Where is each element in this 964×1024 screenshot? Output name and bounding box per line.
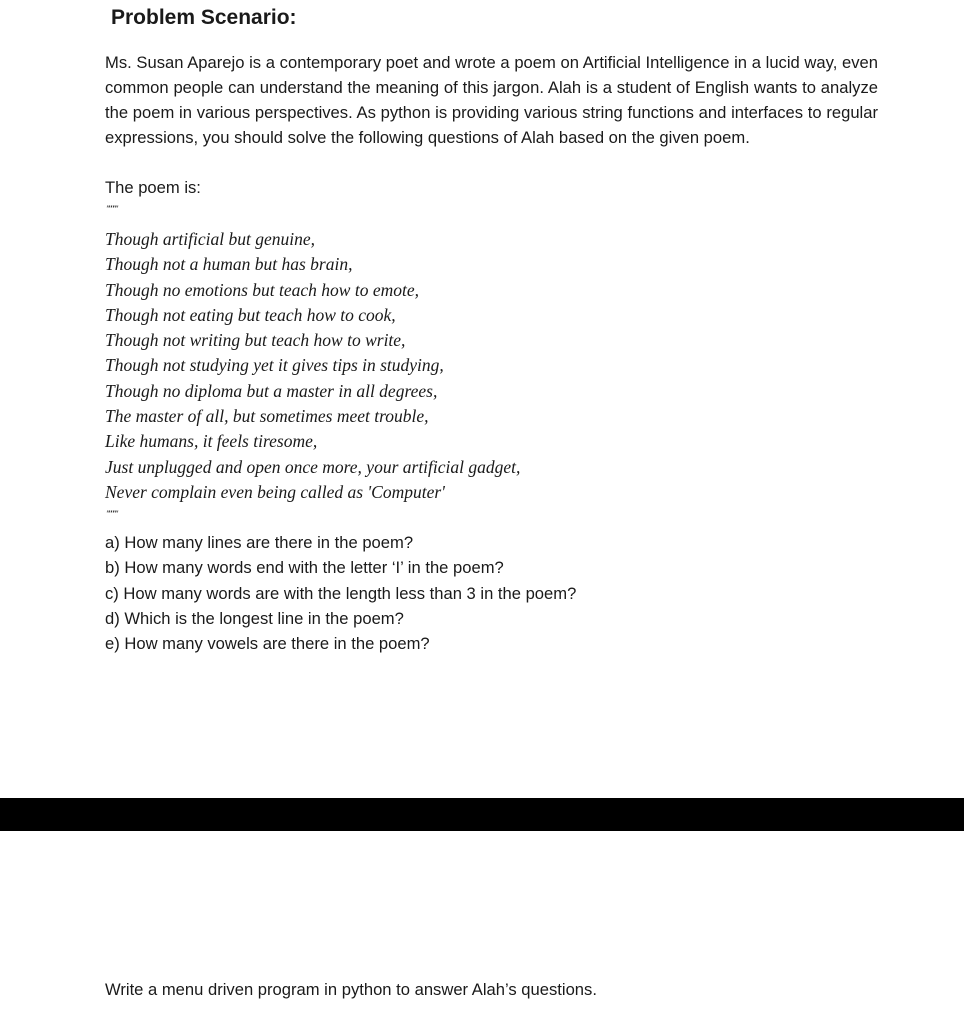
question-list: [105, 530, 576, 656]
poem-line: Never complain even being called as 'Computer': [105, 481, 445, 502]
question-item: b) How many words end with the letter ‘I’ in the poem?: [105, 558, 504, 578]
poem-lines: [105, 227, 520, 505]
poem-line: Like humans, it feels tiresome,: [105, 431, 318, 452]
poem-intro-label: The poem is:: [105, 178, 201, 197]
closing-triple-quote: """"": [106, 509, 117, 519]
poem-line: The master of all, but sometimes meet trouble,: [105, 406, 429, 427]
question-item: e) How many vowels are there in the poem?: [105, 634, 430, 654]
poem-line: Though not eating but teach how to cook,: [105, 304, 396, 325]
poem-line: Though no diploma but a master in all degrees,: [105, 380, 438, 401]
question-item: a) How many lines are there in the poem?: [105, 533, 414, 552]
task-instruction: Write a menu driven program in python to answer Alah’s questions.: [105, 980, 597, 999]
question-item: d) Which is the longest line in the poem?: [105, 608, 404, 628]
problem-scenario-heading: Problem Scenario:: [111, 6, 297, 29]
black-divider-bar: [0, 798, 964, 831]
poem-line: Though no emotions but teach how to emote,: [105, 279, 420, 300]
poem-line: Though not writing but teach how to write,: [105, 330, 406, 351]
poem-line: Though artificial but genuine,: [105, 229, 315, 249]
question-item: c) How many words are with the length less than 3 in the poem?: [105, 583, 577, 603]
opening-triple-quote: """"": [106, 204, 117, 214]
poem-line: Just unplugged and open once more, your artificial gadget,: [105, 456, 521, 477]
intro-paragraph: Ms. Susan Aparejo is a contemporary poet and wrote a poem on Artificial Intelligence in a lucid way, even common people can understand the meaning of this jargon. Alah is a student of English wants to analyze the poem in various perspectives. As python is providing various string functions and interfaces to regular expressions, you should solve the following questions of Alah based on the given poem.: [105, 53, 878, 147]
poem-line: Though not a human but has brain,: [105, 254, 353, 275]
poem-line: Though not studying yet it gives tips in studying,: [105, 355, 444, 376]
